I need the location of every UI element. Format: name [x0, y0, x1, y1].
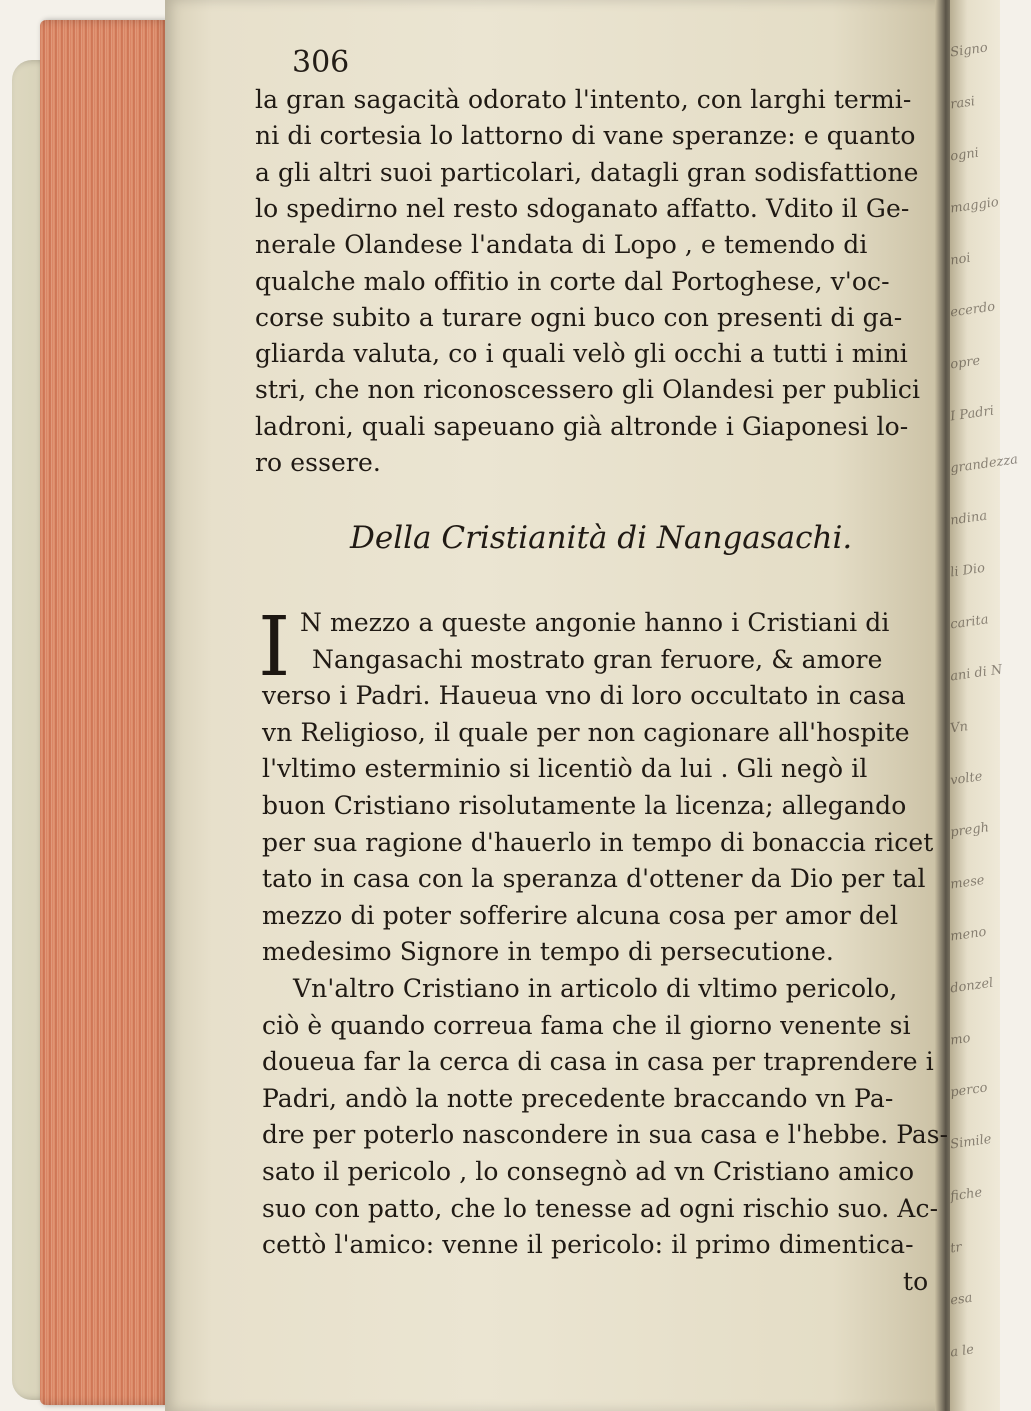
section-heading: Della Cristianità di Nangasachi.	[350, 520, 853, 556]
facing-page-text: fiche	[949, 1185, 984, 1205]
page-number: 306	[292, 45, 350, 80]
text-line: suo con patto, che lo tenesse ad ogni rischio suo. Ac-	[262, 1193, 939, 1223]
facing-page-text: carita	[949, 612, 990, 633]
facing-page-text: ndina	[949, 508, 989, 529]
text-line: gliarda valuta, co i quali velò gli occhi a tutti i mini	[255, 339, 908, 369]
facing-page-text: maggio	[949, 194, 1000, 217]
text-line: lo spedirno nel resto sdoganato affatto. Vdito il Ge-	[255, 193, 910, 223]
text-line: vn Religioso, il quale per non cagionare all'hospite	[262, 717, 910, 747]
text-line: la gran sagacità odorato l'intento, con larghi termi-	[255, 85, 912, 114]
text-line: qualche malo offitio in corte dal Portoghese, v'oc-	[255, 266, 890, 296]
text-line: sato il pericolo , lo consegnò ad vn Cristiano amico	[262, 1157, 915, 1186]
text-line: mezzo di poter sofferire alcuna cosa per amor del	[262, 900, 899, 930]
facing-page-text: ani di N	[949, 662, 1004, 685]
facing-page-text: esa	[949, 1290, 974, 1309]
facing-page-text: opre	[949, 353, 982, 373]
text-line: corse subito a turare ogni buco con presenti di ga-	[255, 302, 903, 332]
facing-page-text: meno	[949, 924, 988, 945]
facing-page-text: a le	[949, 1342, 975, 1361]
text-line: verso i Padri. Haueua vno di loro occultato in casa	[262, 681, 906, 711]
text-line: ciò è quando correua fama che il giorno venente si	[262, 1010, 911, 1040]
text-line: tato in casa con la speranza d'ottener da Dio per tal	[262, 864, 926, 894]
facing-page-text: ogni	[949, 145, 980, 165]
facing-page-text: grandezza	[949, 452, 1019, 477]
facing-page-text: mo	[949, 1030, 972, 1049]
text-line: a gli altri suoi particolari, datagli gran sodisfattione	[255, 157, 919, 187]
facing-page-text: I Padri	[949, 403, 995, 425]
text-line: nerale Olandese l'andata di Lopo , e temendo di	[255, 230, 868, 260]
facing-page-text: li Dio	[949, 560, 986, 581]
text-line: Nangasachi mostrato gran feruore, & amore	[312, 644, 883, 674]
facing-page-text: Simile	[949, 1131, 993, 1153]
facing-page-text: mese	[949, 872, 986, 893]
facing-page-text: rasi	[949, 94, 976, 113]
facing-page-text: Vn	[949, 719, 970, 737]
text-line: ro essere.	[255, 448, 381, 477]
text-line: medesimo Signore in tempo di persecutione.	[262, 937, 834, 967]
page-fore-edge	[40, 20, 170, 1405]
text-line: ni di cortesia lo lattorno di vane speranze: e quanto	[255, 121, 916, 151]
text-line: Padri, andò la notte precedente braccando vn Pa-	[262, 1083, 894, 1113]
text-line: stri, che non riconoscessero gli Olandesi per publici	[255, 375, 921, 405]
facing-page-text: Signo	[949, 40, 989, 61]
text-line: doueua far la cerca di casa in casa per traprendere i	[262, 1047, 934, 1077]
drop-cap: I	[258, 600, 291, 695]
text-line: Vn'altro Cristiano in articolo di vltimo pericolo,	[293, 974, 898, 1003]
text-line: ladroni, quali sapeuano già altronde i Giaponesi lo-	[255, 411, 909, 441]
text-line: to	[903, 1266, 929, 1296]
facing-page-text: ecerdo	[949, 299, 997, 321]
text-line: per sua ragione d'hauerlo in tempo di bonaccia ricet	[262, 827, 934, 857]
facing-page-text: noi	[949, 250, 972, 269]
facing-page-text: perco	[949, 1080, 989, 1101]
facing-page-text: volte	[949, 769, 984, 789]
text-line: buon Cristiano risolutamente la licenza; allegando	[262, 791, 907, 820]
text-line: l'vltimo esterminio si licentiò da lui . Gli negò il	[262, 754, 868, 784]
facing-page	[949, 0, 1019, 1411]
facing-page-text: donzel	[949, 975, 995, 997]
facing-page-text: pregh	[949, 820, 990, 841]
text-line: cettò l'amico: venne il pericolo: il primo dimentica-	[262, 1230, 914, 1260]
text-line: N mezzo a queste angonie hanno i Cristiani di	[300, 608, 890, 637]
facing-page-text: tr	[949, 1240, 963, 1257]
text-line: dre per poterlo nascondere in sua casa e l'hebbe. Pas-	[262, 1120, 949, 1150]
